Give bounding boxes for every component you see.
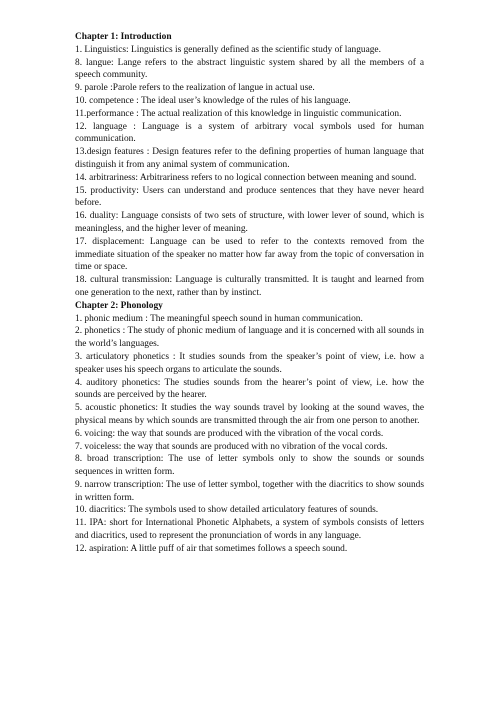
chapter-1-heading: Chapter 1: Introduction xyxy=(75,32,172,42)
definition-arbitrariness: 14. arbitrariness: Arbitrariness refers to no logical connection between meaning and sound. xyxy=(75,172,417,183)
definition-phonic-medium: 1. phonic medium : The meaningful speech sound in human communication. xyxy=(75,313,363,324)
definition-language: 12. language : Language is a system of arbitrary vocal symbols used for human communication. xyxy=(75,121,424,145)
definition-broad-transcription: 8. broad transcription: The use of letter symbols only to show the sounds or sounds sequences in written form. xyxy=(75,454,424,478)
definition-langue: 8. langue: Lange refers to the abstract linguistic system shared by all the members of a speech community. xyxy=(75,57,424,81)
definition-competence: 10. competence : The ideal user’s knowledge of the rules of his language. xyxy=(75,95,351,106)
definition-diacritics: 10. diacritics: The symbols used to show detailed articulatory features of sounds. xyxy=(75,505,379,516)
definition-performance: 11.performance : The actual realization of this knowledge in linguistic communication. xyxy=(75,108,402,119)
definition-articulatory-phonetics: 3. articulatory phonetics : It studies sounds from the speaker’s point of view, i.e. how a speaker uses his speech organs to articulate the sounds. xyxy=(75,351,424,375)
definition-aspiration: 12. aspiration: A little puff of air that sometimes follows a speech sound. xyxy=(75,543,348,554)
definition-ipa: 11. IPA: short for International Phonetic Alphabets, a system of symbols consists of letters and diacritics, used to represent the pronunciation of words in any language. xyxy=(75,518,424,542)
definition-design-features: 13.design features : Design features refer to the defining properties of human language that distinguish it from any animal system of communication. xyxy=(75,147,424,170)
definition-voiceless: 7. voiceless: the way that sounds are produced with no vibration of the vocal cords. xyxy=(75,441,388,452)
definition-displacement: 17. displacement: Language can be used to refer to the contexts removed from the immediate situation of the speaker no matter how far away from the topic of conversation in time or space. xyxy=(75,236,424,273)
definition-linguistics: 1. Linguistics: Linguistics is generally defined as the scientific study of language. xyxy=(75,44,381,55)
definition-auditory-phonetics: 4. auditory phonetics: The studies sounds from the hearer’s point of view, i.e. how the sounds are perceived by the hearer. xyxy=(75,377,424,401)
chapter-2-heading: Chapter 2: Phonology xyxy=(75,300,163,311)
definition-cultural-transmission: 18. cultural transmission: Language is culturally transmitted. It is taught and learned from one generation to the next, rather than by instinct. xyxy=(75,275,424,298)
definition-narrow-transcription: 9. narrow transcription: The use of letter symbol, together with the diacritics to show sounds in written form. xyxy=(75,479,424,503)
definition-acoustic-phonetics: 5. acoustic phonetics: It studies the way sounds travel by looking at the sound waves, the physical means by which sounds are transmitted through the air from one person to another. xyxy=(75,403,424,426)
definition-parole: 9. parole :Parole refers to the realization of langue in actual use. xyxy=(75,83,315,94)
definition-phonetics: 2. phonetics : The study of phonic medium of language and it is concerned with all sounds in the world’s languages. xyxy=(75,326,424,350)
definition-productivity: 15. productivity: Users can understand and produce sentences that they have never heard before. xyxy=(75,185,424,209)
definition-duality: 16. duality: Language consists of two sets of structure, with lower lever of sound, which is meaningless, and the higher lever of meaning. xyxy=(75,211,424,234)
document-page xyxy=(75,31,424,556)
definition-voicing: 6. voicing: the way that sounds are produced with the vibration of the vocal cords. xyxy=(75,428,384,439)
